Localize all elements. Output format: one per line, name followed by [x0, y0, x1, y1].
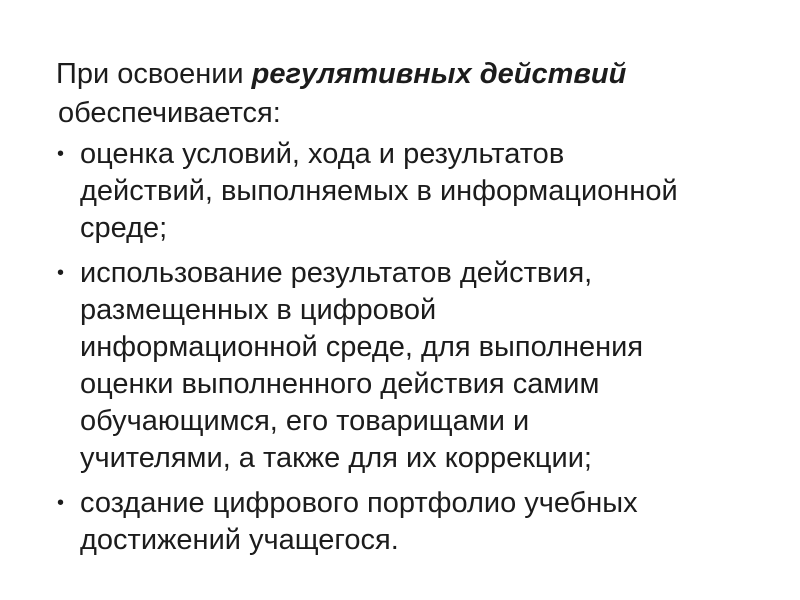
bullet-text-line: среде; — [80, 212, 168, 244]
intro-continuation: обеспечивается: — [58, 97, 281, 129]
bullet-item — [52, 485, 752, 559]
bullet-text-line: учителями, а также для их коррекции; — [80, 442, 592, 474]
bullet-text-line: информационной среде, для выполнения — [80, 331, 644, 363]
bullet-text-line: достижений учащегося. — [80, 524, 399, 556]
bullet-marker-icon: • — [57, 262, 65, 284]
bullet-text-line: использование результатов действия, — [80, 257, 593, 289]
slide-body — [52, 56, 752, 559]
bullet-text-line: создание цифрового портфолио учебных — [80, 487, 638, 519]
bullet-list — [52, 136, 752, 559]
intro-line — [52, 56, 752, 93]
bullet-text-line: оценка условий, хода и результатов — [80, 138, 565, 170]
intro-prefix: При освоении — [56, 58, 252, 90]
bullet-text-line: размещенных в цифровой — [80, 294, 437, 326]
bullet-item — [52, 255, 752, 477]
bullet-text-line: действий, выполняемых в информационной — [80, 175, 678, 207]
bullet-text-line: оценки выполненного действия самим — [80, 368, 600, 400]
bullet-marker-icon: • — [57, 143, 65, 165]
bullet-item — [52, 136, 752, 247]
intro-emphasis: регулятивных действий — [251, 58, 627, 90]
bullet-text-line: обучающимся, его товарищами и — [80, 405, 530, 437]
bullet-marker-icon: • — [57, 492, 65, 514]
